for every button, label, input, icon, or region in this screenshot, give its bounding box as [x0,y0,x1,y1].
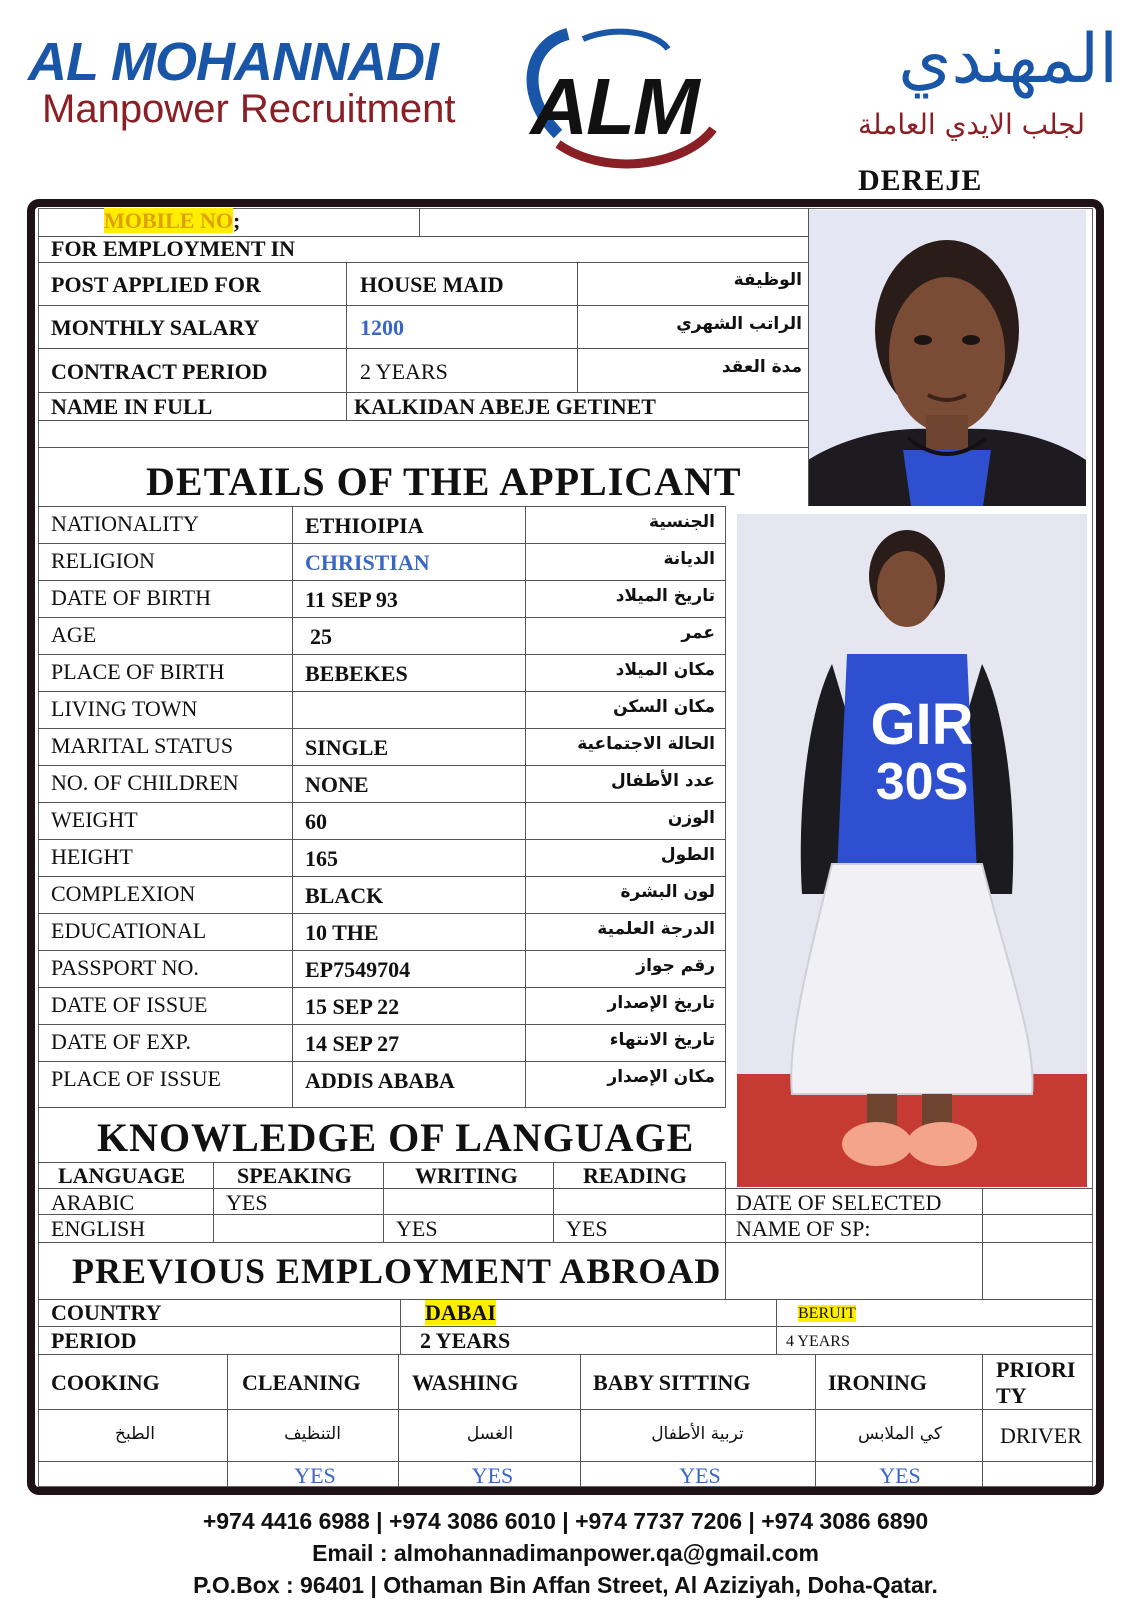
logo-text: ALM [530,62,698,151]
name-in-full-value: KALKIDAN ABEJE GETINET [354,394,656,419]
age-arabic: عمر [681,623,715,643]
previous-employment-heading: PREVIOUS EMPLOYMENT ABROAD [72,1251,722,1291]
issue-date-label: DATE OF ISSUE [51,992,208,1017]
priority-value: DRIVER [1000,1423,1082,1448]
expiry-date-value: 14 SEP 27 [305,1031,400,1056]
contract-period-arabic: مدة العقد [721,357,802,377]
issue-date-arabic: تاريخ الإصدار [607,993,715,1013]
skill-value-washing: YES [471,1463,514,1488]
agent-name: DEREJE [858,164,983,197]
height-arabic: الطول [660,845,715,865]
nationality-value: ETHIOIPIA [305,513,424,538]
height-label: HEIGHT [51,844,133,869]
monthly-salary-value: 1200 [360,315,404,340]
monthly-salary-arabic: الراتب الشهري [676,314,802,334]
living-town-arabic: مكان السكن [613,697,715,717]
issue-date-value: 15 SEP 22 [305,994,400,1019]
post-applied-label: POST APPLIED FOR [51,272,261,297]
nationality-arabic: الجنسية [649,512,715,532]
weight-arabic: الوزن [667,808,715,828]
dob-value: 11 SEP 93 [305,587,398,612]
skill-ar-ironing: كي الملابس [858,1424,942,1444]
children-arabic: عدد الأطفال [611,771,715,791]
footer-phones: +974 4416 6988 | +974 3086 6010 | +974 7737 7206 | +974 3086 6890 [202,1508,929,1534]
language-heading: KNOWLEDGE OF LANGUAGE [97,1115,695,1160]
education-arabic: الدرجة العلمية [597,919,715,939]
passport-arabic: رقم جواز [636,956,715,976]
country-value: DABAI [425,1300,496,1325]
name-in-full-label: NAME IN FULL [51,394,213,419]
skill-ar-washing: الغسل [466,1424,514,1444]
brand-tagline-arabic: لجلب الايدي العاملة [858,108,1085,141]
skill-header-washing: WASHING [412,1370,519,1395]
skill-header-cleaning: CLEANING [242,1370,361,1395]
age-label: AGE [51,622,97,647]
skill-header-ironing: IRONING [828,1370,928,1395]
complexion-label: COMPLEXION [51,881,196,906]
lang-header-language: LANGUAGE [58,1163,186,1188]
place-of-birth-value: BEBEKES [305,661,408,686]
height-value: 165 [305,846,338,871]
lang-english-writing: YES [396,1216,438,1241]
contract-period-value: 2 YEARS [360,359,448,384]
mobile-label: MOBILE NO; [104,208,241,233]
weight-value: 60 [305,809,327,834]
contract-period-label: CONTRACT PERIOD [51,359,268,384]
brand-tagline-english: Manpower Recruitment [42,87,456,131]
svg-text:GIR: GIR [870,692,974,757]
country-value-2: BERUIT [798,1305,856,1322]
skill-header-priority: PRIORI TY [996,1357,1076,1408]
portrait-photo [808,210,1086,506]
expiry-date-arabic: تاريخ الانتهاء [609,1030,715,1050]
alm-logo [498,14,730,174]
period-value: 2 YEARS [420,1328,511,1353]
skill-ar-cooking: الطبخ [115,1424,155,1444]
full-body-image [737,514,1087,1187]
complexion-arabic: لون البشرة [620,882,715,902]
religion-value: CHRISTIAN [305,550,430,575]
country-label: COUNTRY [51,1300,162,1325]
footer-email: Email : almohannadimanpower.qa@gmail.com [312,1540,819,1566]
place-of-issue-label: PLACE OF ISSUE [51,1066,221,1091]
full-body-photo [737,514,1087,1187]
period-value-2: 4 YEARS [786,1333,850,1350]
brand-name-english: AL MOHANNADI [28,32,438,92]
education-value: 10 THE [305,920,379,945]
dob-label: DATE OF BIRTH [51,585,212,610]
skill-ar-cleaning: التنظيف [284,1424,341,1444]
age-value: 25 [310,624,332,649]
nationality-label: NATIONALITY [51,511,199,536]
passport-label: PASSPORT NO. [51,955,199,980]
dob-arabic: تاريخ الميلاد [615,586,715,606]
lang-english-label: ENGLISH [51,1216,146,1241]
skill-value-cleaning: YES [294,1463,336,1488]
place-of-issue-value: ADDIS ABABA [305,1068,455,1093]
lang-arabic-speaking: YES [226,1190,268,1215]
sp-name-label: NAME OF SP: [736,1216,871,1241]
place-of-issue-arabic: مكان الإصدار [607,1067,715,1087]
footer-address: P.O.Box : 96401 | Othaman Bin Affan Street, Al Aziziyah, Doha-Qatar. [193,1572,938,1598]
marital-status-label: MARITAL STATUS [51,733,234,758]
children-label: NO. OF CHILDREN [51,770,239,795]
details-heading: DETAILS OF THE APPLICANT [146,459,742,504]
skill-ar-baby-sitting: تربية الأطفال [651,1424,744,1444]
lang-header-reading: READING [583,1163,687,1188]
lang-english-reading: YES [566,1216,608,1241]
education-label: EDUCATIONAL [51,918,207,943]
place-of-birth-label: PLACE OF BIRTH [51,659,225,684]
complexion-value: BLACK [305,883,384,908]
lang-arabic-label: ARABIC [51,1190,135,1215]
svg-text:30S: 30S [875,753,969,811]
religion-arabic: الديانة [663,549,715,569]
lang-header-writing: WRITING [415,1163,518,1188]
passport-value: EP7549704 [305,957,411,982]
marital-status-arabic: الحالة الاجتماعية [577,734,715,754]
employment-label: FOR EMPLOYMENT IN [51,236,296,261]
date-selected-label: DATE OF SELECTED [736,1190,942,1215]
marital-status-value: SINGLE [305,735,389,760]
place-of-birth-arabic: مكان الميلاد [615,660,715,680]
expiry-date-label: DATE OF EXP. [51,1029,191,1054]
portrait-image [808,210,1086,506]
post-applied-value: HOUSE MAID [360,272,504,297]
post-applied-arabic: الوظيفة [733,270,802,290]
monthly-salary-label: MONTHLY SALARY [51,315,260,340]
skill-header-cooking: COOKING [51,1370,160,1395]
religion-label: RELIGION [51,548,155,573]
skill-value-ironing: YES [879,1463,921,1488]
children-value: NONE [305,772,369,797]
skill-header-baby-sitting: BABY SITTING [593,1370,751,1395]
brand-name-arabic: المهندي [898,20,1118,99]
lang-header-speaking: SPEAKING [237,1163,352,1188]
skill-value-baby-sitting: YES [679,1463,721,1488]
weight-label: WEIGHT [51,807,138,832]
living-town-label: LIVING TOWN [51,696,198,721]
period-label: PERIOD [51,1328,137,1353]
